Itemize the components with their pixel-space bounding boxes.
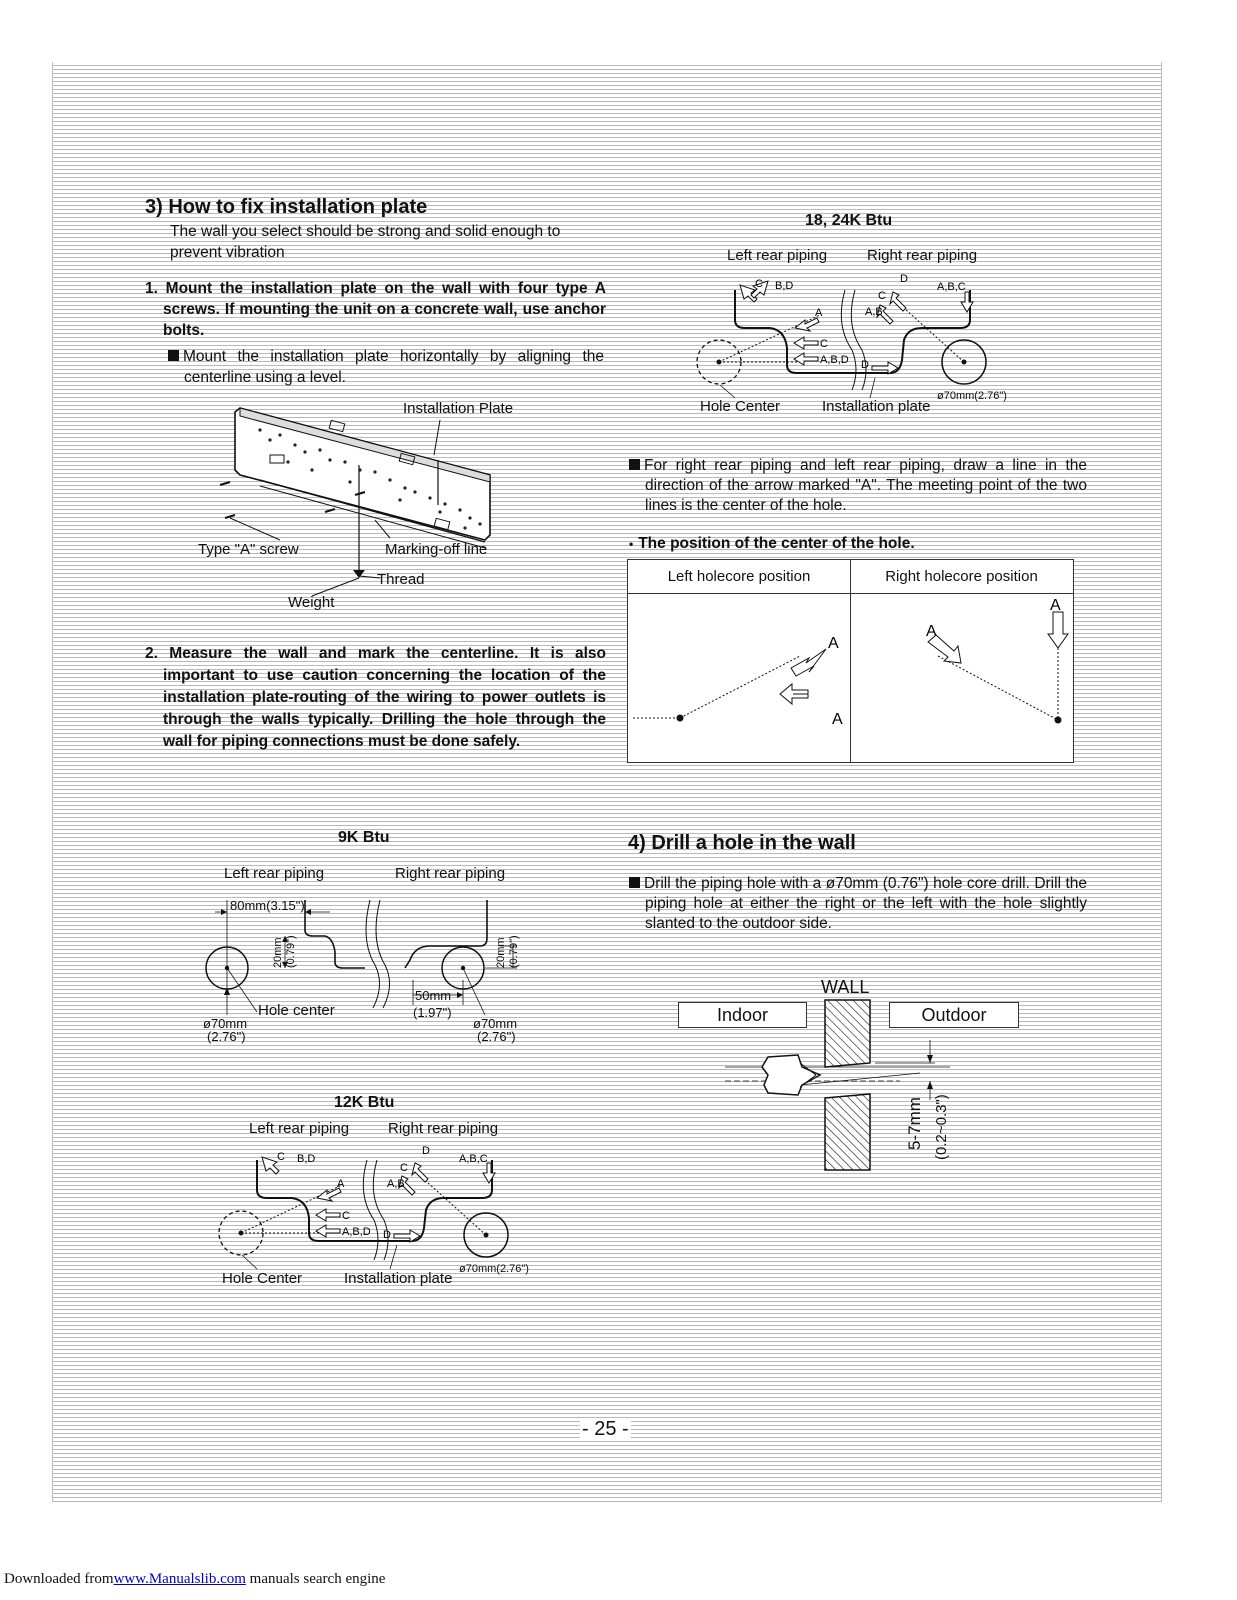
section-4-bullet-text: Drill the piping hole with a ø70mm (0.76") hole core drill. Drill the piping hole at either the right or the left with the hole slightly slanted to the outdoor side.	[644, 875, 1087, 932]
holecore-arrows	[628, 594, 1073, 762]
footer	[4, 1571, 385, 1588]
wall-label: WALL	[821, 977, 870, 997]
svg-text:C: C	[277, 1151, 285, 1163]
wall-dim-mm: 5-7mm	[905, 1097, 924, 1150]
step-1-bullet	[168, 346, 604, 388]
diagram-9k-dim-20-right: 20mm	[495, 937, 507, 968]
diagram-9k-dim-20-left-in: (0.79")	[285, 935, 297, 968]
holecenter-bullet	[629, 456, 1087, 516]
svg-text:A: A	[828, 635, 839, 652]
thread-label: Thread	[377, 571, 425, 588]
svg-text:B,D: B,D	[775, 280, 794, 292]
diagram-12k-right-rear: Right rear piping	[388, 1120, 499, 1137]
step-1-bullet-text: Mount the installation plate horizontally by aligning the centerline using a level.	[183, 348, 604, 386]
svg-text:A,B,D: A,B,D	[342, 1226, 371, 1238]
installation-plate-diagram	[200, 400, 520, 620]
diagram-9k-right-rear: Right rear piping	[395, 865, 506, 882]
diagram-12k-title: 12K Btu	[334, 1094, 395, 1111]
holecore-heading	[629, 533, 915, 555]
diagram-9k-dim-20-right-in: (0.79")	[508, 935, 520, 968]
diagram-18-24k-title: 18, 24K Btu	[805, 212, 893, 229]
diagram-18-24k-diameter: ø70mm(2.76")	[937, 390, 1007, 402]
footer-prefix: Downloaded from	[4, 1571, 114, 1587]
svg-text:A: A	[926, 623, 937, 640]
diagram-12k-hole-center: Hole Center	[222, 1270, 303, 1287]
diagram-12k-diameter: ø70mm(2.76")	[459, 1263, 529, 1275]
svg-text:A: A	[832, 711, 843, 728]
svg-text:C: C	[400, 1162, 408, 1174]
svg-text:C: C	[878, 290, 886, 302]
svg-text:A,B,C: A,B,C	[937, 281, 966, 293]
step-2-text: 2. Measure the wall and mark the centerline. It is also important to use caution concerning the location of the installation plate-routing of the wiring to power outlets is through the walls typically. Drilling the hole through the wall for piping connections must be done safely.	[145, 645, 606, 750]
diagram-18-24k-right-rear: Right rear piping	[867, 247, 978, 264]
svg-text:A: A	[1050, 597, 1061, 614]
section-3-title: 3) How to fix installation plate	[145, 196, 428, 218]
svg-text:D: D	[900, 273, 908, 285]
section-4-title: 4) Drill a hole in the wall	[628, 832, 856, 854]
svg-text:B,D: B,D	[297, 1153, 316, 1165]
holecenter-bullet-text: For right rear piping and left rear piping, draw a line in the direction of the arrow marked "A". The meeting point of the two lines is the center of the hole.	[644, 457, 1087, 514]
diagram-9k-left-rear: Left rear piping	[224, 865, 325, 882]
diagram-9k-dim-80: 80mm(3.15")	[230, 898, 305, 913]
diagram-9k-hole-center: Hole center	[258, 1002, 335, 1019]
footer-suffix: manuals search engine	[249, 1571, 386, 1587]
svg-text:A: A	[337, 1178, 345, 1190]
diagram-9k-dia-right-in: (2.76")	[477, 1029, 516, 1044]
svg-text:A,B: A,B	[387, 1178, 405, 1190]
diagram-18-24k-left-rear: Left rear piping	[727, 247, 828, 264]
marking-off-line-label: Marking-off line	[385, 541, 488, 558]
svg-text:D: D	[861, 359, 869, 371]
svg-text:A,B: A,B	[865, 306, 883, 318]
diagram-12k-installation-plate: Installation plate	[344, 1270, 453, 1287]
indoor-label: Indoor	[678, 1002, 807, 1028]
svg-text:D: D	[422, 1145, 430, 1157]
holecore-header-left: Left holecore position	[628, 560, 851, 594]
manualslib-link[interactable]: www.Manualslib.com	[113, 1571, 246, 1587]
svg-text:C: C	[820, 338, 828, 350]
holecore-table	[627, 559, 1074, 763]
page-number: - 25 -	[582, 1418, 629, 1440]
diagram-18-24k-installation-plate: Installation plate	[822, 398, 931, 415]
diagram-9k-dia-left: ø70mm	[203, 1016, 248, 1031]
step-1-text: 1. Mount the installation plate on the wall with four type A screws. If mounting the unit on a concrete wall, use anchor bolts.	[145, 280, 606, 339]
screw-label: Type "A" screw	[198, 541, 299, 558]
svg-text:A,B,D: A,B,D	[820, 354, 849, 366]
holecore-heading-text: The position of the center of the hole.	[638, 535, 915, 552]
holecore-header-right: Right holecore position	[850, 560, 1073, 594]
square-bullet-icon	[168, 350, 179, 361]
diagram-9k-dim-50: 50mm	[415, 988, 452, 1003]
section-3-intro: The wall you select should be strong and solid enough to prevent vibration	[170, 223, 561, 261]
diagram-9k-title: 9K Btu	[338, 829, 390, 846]
svg-text:C: C	[755, 278, 763, 290]
svg-text:D: D	[383, 1229, 391, 1241]
svg-text:C: C	[342, 1210, 350, 1222]
section-4-bullet	[629, 874, 1087, 934]
diagram-9k-dim-50-in: (1.97")	[413, 1005, 452, 1020]
svg-text:A: A	[815, 307, 823, 319]
diagram-18-24k-plate	[690, 270, 1010, 410]
diagram-9k-dia-right: ø70mm	[473, 1016, 518, 1031]
diagram-9k-dia-left-in: (2.76")	[207, 1029, 246, 1044]
diagram-12k-left-rear: Left rear piping	[249, 1120, 350, 1137]
square-bullet-icon	[629, 459, 640, 470]
diagram-9k-dim-20-left: 20mm	[272, 937, 284, 968]
wall-dim-in: (0.2~0.3")	[933, 1094, 950, 1160]
installation-plate-label: Installation Plate	[403, 400, 514, 417]
weight-label: Weight	[288, 594, 335, 611]
outdoor-label: Outdoor	[889, 1002, 1019, 1028]
diagram-18-24k-hole-center: Hole Center	[700, 398, 781, 415]
dot-bullet-icon: •	[629, 537, 634, 551]
svg-text:A,B,C: A,B,C	[459, 1153, 488, 1165]
square-bullet-icon	[629, 877, 640, 888]
